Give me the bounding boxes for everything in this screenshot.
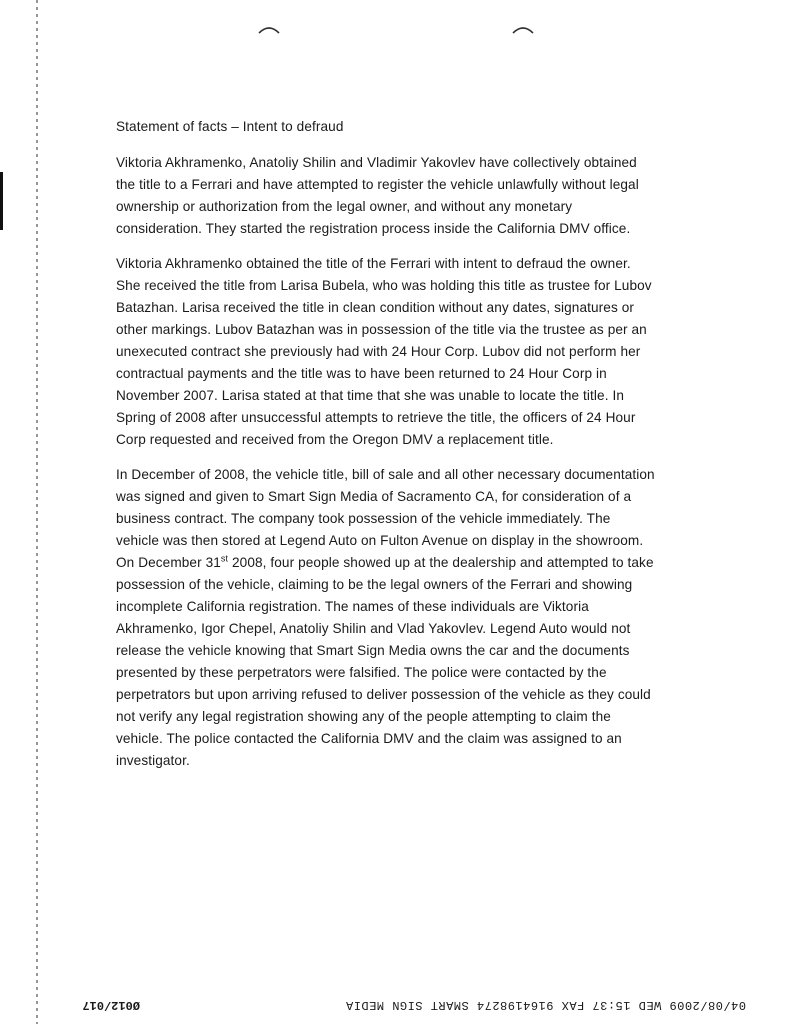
paragraph: Viktoria Akhramenko obtained the title of the Ferrari with intent to defraud the owner. She received the title from Larisa Bubela, who was holding this title as trustee for Lubov Batazhan. Larisa received the title in clean condition without any dates, signatures or other markings. Lubov Batazhan was in possession of the title via the trustee as per an unexecuted contract she previously had with 24 Hour Corp. Lubov did not perform her contractual payments and the title was to have been returned to 24 Hour Corp in November 2007. Larisa stated at that time that she was unable to locate the title. In Spring of 2008 after unsuccessful attempts to retrieve the title, the officers of 24 Hour Corp requested and received from the Oregon DMV a replacement title. (116, 256, 652, 447)
punch-hole-mark-right (512, 22, 534, 34)
ordinal-superscript: st (220, 553, 229, 564)
scan-edge-line (36, 0, 38, 1024)
fax-footer (0, 998, 791, 1018)
paragraph-text: In December of 2008, the vehicle title, bill of sale and all other necessary documentation was signed and given to Smart Sign Media of Sacramento CA, for consideration of a business contract. The company took possession of the vehicle immediately. The vehicle was then stored at Legend Auto on Fulton Avenue on display in the showroom. On December 31 (116, 467, 655, 570)
scan-edge-mark (0, 172, 3, 230)
fax-page-number: Ø012/017 (82, 998, 140, 1012)
document-body (116, 116, 656, 785)
paragraph: Viktoria Akhramenko, Anatoliy Shilin and Vladimir Yakovlev have collectively obtained the title to a Ferrari and have attempted to register the vehicle unlawfully without legal ownership or authorization from the legal owner, and without any monetary consideration. They started the registration process inside the California DMV office. (116, 155, 639, 236)
fax-header-line: 04/08/2009 WED 15:37 FAX 9164198274 SMART SIGN MEDIA (345, 998, 746, 1012)
punch-hole-mark-left (258, 22, 280, 34)
paragraph-text: 2008, four people showed up at the dealership and attempted to take possession of the vehicle, claiming to be the legal owners of the Ferrari and showing incomplete California registration. The names of these individuals are Viktoria Akhramenko, Igor Chepel, Anatoliy Shilin and Vlad Yakovlev. Legend Auto would not release the vehicle knowing that Smart Sign Media owns the car and the documents presented by these perpetrators were falsified. The police were contacted by the perpetrators but upon arriving refused to deliver possession of the vehicle as they could not verify any legal registration showing any of the people attempting to claim the vehicle. The police contacted the California DMV and the claim was assigned to an investigator. (116, 555, 654, 768)
paragraph (116, 464, 656, 772)
document-title: Statement of facts – Intent to defraud (116, 119, 344, 134)
